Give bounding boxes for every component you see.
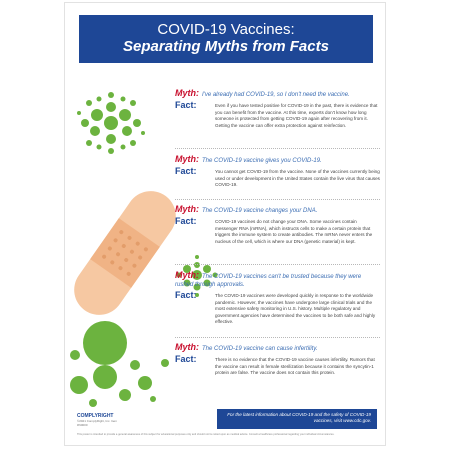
myth-statement [175, 343, 380, 353]
page-title: COVID-19 Vaccines: [157, 21, 295, 38]
fact-text: Even if you have tested positive for COVID-19 in the past, there is evidence that you can benefit from the vaccine. At this time, experts don't know how long someone is protected from getting COVID-19 again after recovering from it. Getting the vaccine can offer extra protection against reinfection. [215, 103, 378, 128]
fact-label: Fact: [175, 290, 197, 300]
myth-label: Myth: [175, 88, 199, 98]
virus-icon [70, 321, 169, 407]
brand-name: COMPLYRIGHT [77, 413, 114, 419]
myth-text: The COVID-19 vaccine can cause infertility. [202, 346, 318, 352]
fact-statement [175, 290, 380, 326]
fact-text: There is no evidence that the COVID-19 vaccine causes infertility. Rumors that the vaccine can result in female sterilization because it contains the syncytin-1 protein are false. The vaccine does not contain this protein. [215, 357, 375, 376]
myth-text: I've already had COVID-19, so I don't need the vaccine. [202, 92, 350, 98]
myth-statement [175, 205, 380, 215]
fact-label: Fact: [175, 354, 197, 364]
bandage-icon [65, 181, 186, 324]
myth-text: The COVID-19 vaccine changes your DNA. [202, 208, 318, 214]
fact-statement [175, 216, 380, 245]
myth-label: Myth: [175, 154, 199, 164]
disclaimer-text: This poster is intended to provide a general awareness of this subject for educational purposes only and should not be relied upon as medical advice. Consult a healthcare professional regarding your individual circumstances. [77, 433, 335, 436]
myth-text: The COVID-19 vaccine gives you COVID-19. [202, 158, 322, 164]
footer-note: For the latest information about COVID-19 and the safety of COVID-19 vaccines, visit www.cdc.gov. [217, 409, 377, 429]
divider [175, 199, 380, 200]
divider [175, 148, 380, 149]
fact-label: Fact: [175, 166, 197, 176]
page-subtitle: Separating Myths from Facts [123, 38, 329, 55]
page-header [79, 15, 373, 63]
divider [175, 337, 380, 338]
fact-statement [175, 100, 380, 129]
myth-label: Myth: [175, 204, 199, 214]
myth-fact-block [175, 89, 380, 129]
divider [175, 264, 380, 265]
fact-text: The COVID-19 vaccines were developed quickly in response to the worldwide pandemic. However, the vaccines have undergone large clinical trials and the most extensive safety monitoring in U.S. history. Multiple regulatory and government agencies have determined the vaccines to be both safe and highly effective. [215, 293, 376, 325]
myth-label: Myth: [175, 270, 199, 280]
fact-statement [175, 166, 380, 189]
myth-fact-block [175, 205, 380, 245]
fact-text: COVID-19 vaccines do not change your DNA. Some vaccines contain messenger RNA (mRNA), which instructs cells to make a certain protein that triggers the immune system to create antibodies. The mRNA never enters the nucleus of the cell, which is where our DNA (genetic material) is kept. [215, 219, 373, 244]
myth-statement [175, 89, 380, 99]
brand-sub: ©2021 ComplyRight, Inc. Item #N0000 [77, 419, 118, 427]
myth-statement [175, 155, 380, 165]
myth-fact-block [175, 271, 380, 326]
myth-fact-block [175, 155, 380, 189]
virus-icon [77, 92, 145, 154]
myth-label: Myth: [175, 342, 199, 352]
myth-statement [175, 271, 380, 289]
fact-statement [175, 354, 380, 377]
fact-label: Fact: [175, 216, 197, 226]
fact-label: Fact: [175, 100, 197, 110]
myth-fact-block [175, 343, 380, 377]
fact-text: You cannot get COVID-19 from the vaccine. None of the vaccines currently being used or under development in the United States contain the live virus that causes COVID-19. [215, 169, 380, 188]
poster [64, 2, 386, 446]
brand-logo [77, 413, 127, 427]
myth-text: The COVID-19 vaccines can't be trusted because they were rushed through approvals. [175, 274, 362, 288]
